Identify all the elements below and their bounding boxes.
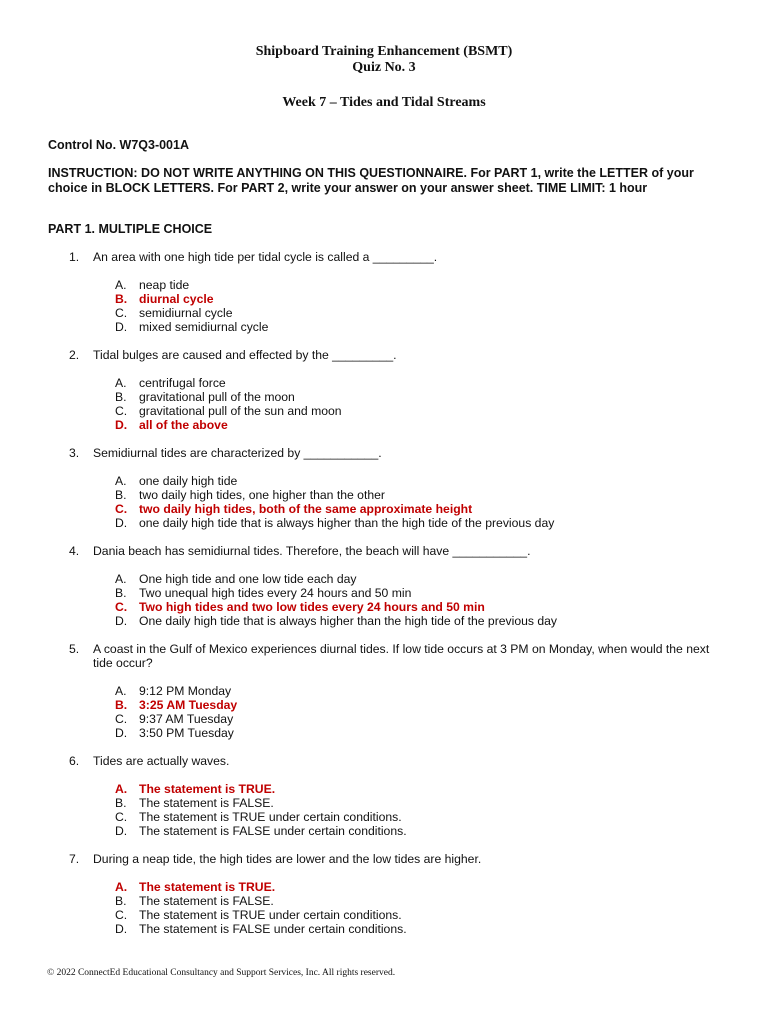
answer-option [0,488,768,502]
option-text: The statement is FALSE. [139,894,274,908]
option-letter: B. [115,894,127,908]
option-letter: C. [115,306,128,320]
answer-option [0,894,768,908]
option-text: mixed semidiurnal cycle [139,320,269,334]
option-letter: A. [115,376,127,390]
option-text: neap tide [139,278,190,292]
option-text: centrifugal force [139,376,226,390]
option-text: one daily high tide [139,474,238,488]
option-text: The statement is FALSE under certain conditions. [139,824,407,838]
option-text: gravitational pull of the moon [139,390,295,404]
option-letter: A. [115,572,127,586]
question-item [0,348,768,432]
question-number: 1. [69,250,80,264]
answer-option [0,712,768,726]
option-text: 9:37 AM Tuesday [139,712,234,726]
option-text: 3:25 AM Tuesday [139,698,238,712]
option-text: One high tide and one low tide each day [139,572,357,586]
answer-option [0,516,768,530]
option-letter: C. [115,600,128,614]
question-number: 5. [69,642,80,656]
option-letter: A. [115,278,127,292]
option-list [0,782,768,838]
answer-option-correct [0,880,768,894]
document-title: Shipboard Training Enhancement (BSMT) [255,44,513,59]
option-letter: C. [115,404,128,418]
answer-option-correct [0,698,768,712]
option-letter: A. [115,474,127,488]
answer-option [0,390,768,404]
option-text: One daily high tide that is always higher than the high tide of the previous day [139,614,558,628]
answer-option [0,586,768,600]
answer-option [0,922,768,936]
answer-option [0,684,768,698]
option-text: The statement is TRUE. [139,880,276,894]
option-text: all of the above [139,418,228,432]
control-number: Control No. W7Q3-001A [48,138,189,152]
option-letter: C. [115,810,128,824]
option-list [0,278,768,334]
question-stem [0,250,768,264]
question-text: Semidiurnal tides are characterized by ___________. [93,446,382,460]
answer-option [0,474,768,488]
question-text: An area with one high tide per tidal cycle is called a _________. [93,250,438,264]
option-list [0,474,768,530]
option-text: Two unequal high tides every 24 hours and 50 min [139,586,412,600]
answer-option [0,810,768,824]
question-number: 7. [69,852,80,866]
option-letter: B. [115,586,127,600]
option-letter: B. [115,796,127,810]
answer-option-correct [0,782,768,796]
question-number: 3. [69,446,80,460]
option-text: The statement is TRUE under certain conditions. [139,810,402,824]
answer-option-correct [0,600,768,614]
answer-option [0,278,768,292]
option-list [0,376,768,432]
document-header [0,44,768,111]
answer-option [0,306,768,320]
question-stem [0,348,768,362]
option-letter: D. [115,614,128,628]
question-stem [0,642,768,670]
option-text: 3:50 PM Tuesday [139,726,234,740]
question-text: Tidal bulges are caused and effected by the _________. [93,348,397,362]
instruction-text: INSTRUCTION: DO NOT WRITE ANYTHING ON THIS QUESTIONNAIRE. For PART 1, write the LETTER of your choice in BLOCK LETTERS. For PART 2, write your answer on your answer sheet. TIME LIMIT: 1 hour [48,166,694,195]
option-text: The statement is TRUE under certain conditions. [139,908,402,922]
question-stem [0,544,768,558]
question-list [0,250,768,950]
option-letter: B. [115,390,127,404]
answer-option-correct [0,292,768,306]
option-text: The statement is FALSE. [139,796,274,810]
option-list [0,572,768,628]
option-text: two daily high tides, one higher than the other [139,488,385,502]
question-text: Dania beach has semidiurnal tides. Therefore, the beach will have ___________. [93,544,531,558]
option-letter: D. [115,418,128,432]
option-letter: D. [115,824,128,838]
question-item [0,852,768,936]
option-list [0,684,768,740]
option-text: 9:12 PM Monday [139,684,232,698]
answer-option [0,824,768,838]
option-letter: D. [115,516,128,530]
option-letter: B. [115,488,127,502]
quiz-number: Quiz No. 3 [352,60,416,75]
answer-option [0,404,768,418]
question-text: Tides are actually waves. [93,754,230,768]
question-stem [0,446,768,460]
question-text: During a neap tide, the high tides are lower and the low tides are higher. [93,852,482,866]
question-item [0,250,768,334]
option-list [0,880,768,936]
option-text: two daily high tides, both of the same approximate height [139,502,473,516]
question-item [0,642,768,740]
answer-option-correct [0,418,768,432]
option-letter: A. [115,880,128,894]
question-item [0,446,768,530]
question-text: A coast in the Gulf of Mexico experiences diurnal tides. If low tide occurs at 3 PM on Monday, when would the next tide occur? [93,642,710,670]
answer-option-correct [0,502,768,516]
question-item [0,544,768,628]
option-letter: C. [115,502,128,516]
option-text: one daily high tide that is always higher than the high tide of the previous day [139,516,555,530]
question-item [0,754,768,838]
option-text: Two high tides and two low tides every 24 hours and 50 min [139,600,485,614]
question-stem [0,754,768,768]
answer-option [0,908,768,922]
answer-option [0,614,768,628]
question-number: 2. [69,348,80,362]
option-letter: B. [115,292,128,306]
option-text: gravitational pull of the sun and moon [139,404,342,418]
option-text: semidiurnal cycle [139,306,233,320]
part-title: PART 1. MULTIPLE CHOICE [48,222,213,236]
option-text: diurnal cycle [139,292,214,306]
option-letter: C. [115,908,128,922]
option-letter: D. [115,726,128,740]
week-title: Week 7 – Tides and Tidal Streams [282,95,486,110]
answer-option [0,726,768,740]
option-letter: B. [115,698,128,712]
answer-option [0,320,768,334]
option-letter: C. [115,712,128,726]
option-letter: A. [115,782,128,796]
answer-option [0,572,768,586]
question-stem [0,852,768,866]
option-text: The statement is TRUE. [139,782,276,796]
question-number: 6. [69,754,80,768]
option-letter: D. [115,320,128,334]
answer-option [0,796,768,810]
copyright-footer: © 2022 ConnectEd Educational Consultancy and Support Services, Inc. All rights reserved. [47,968,396,978]
option-text: The statement is FALSE under certain conditions. [139,922,407,936]
answer-option [0,376,768,390]
option-letter: A. [115,684,127,698]
question-number: 4. [69,544,80,558]
option-letter: D. [115,922,128,936]
